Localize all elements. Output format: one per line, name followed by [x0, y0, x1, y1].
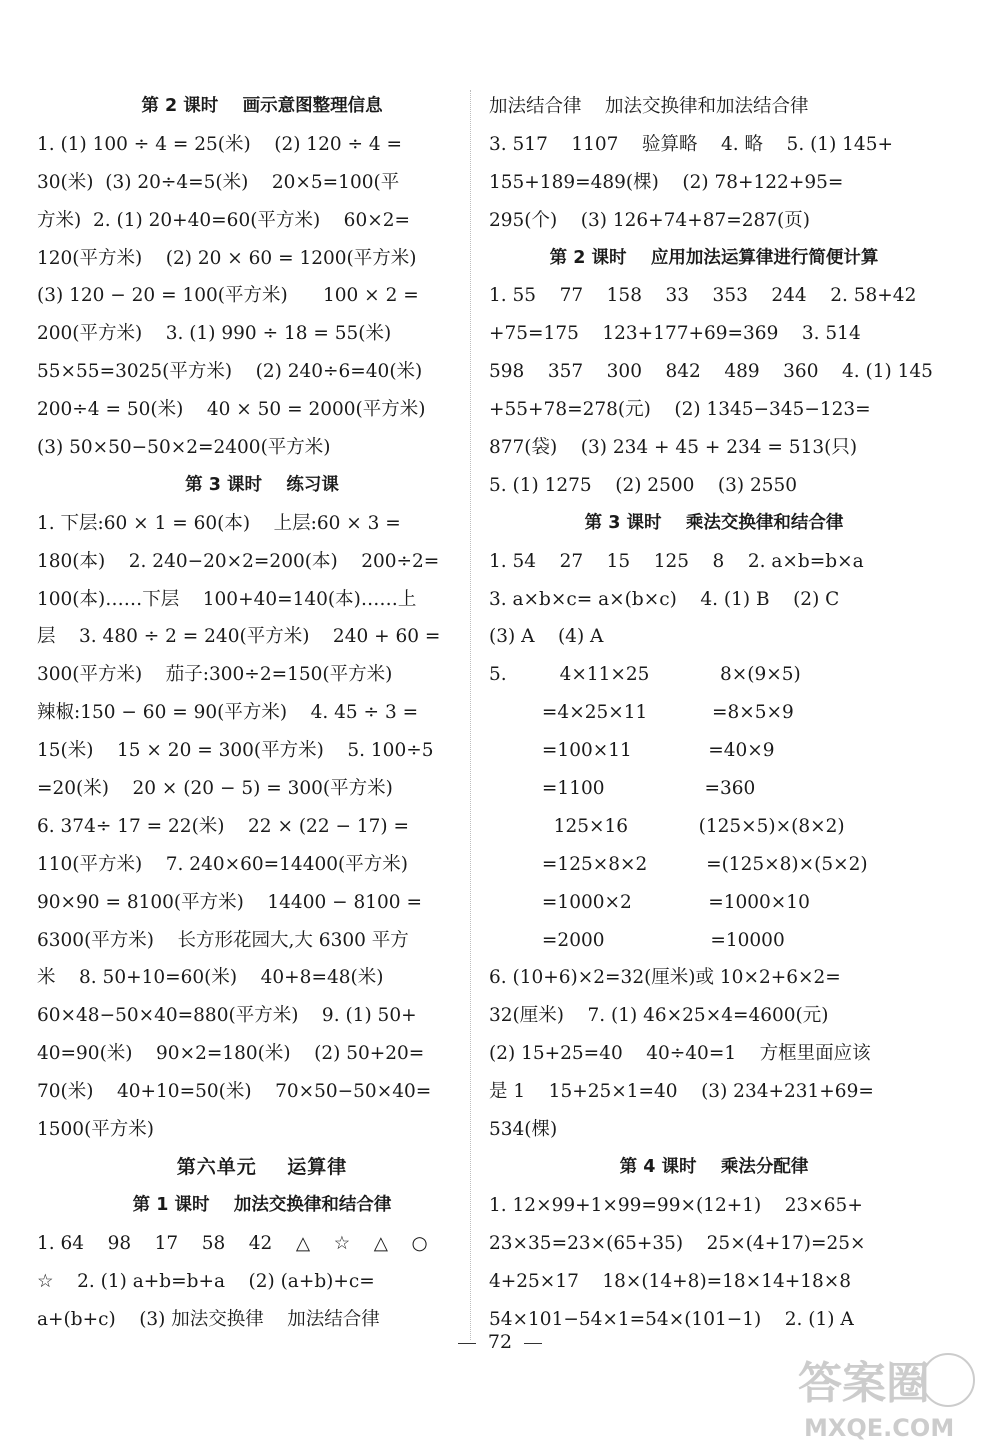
answer-line: 1. 64 98 17 58 42 △ ☆ △ ○ — [37, 1232, 428, 1254]
answer-line: 1. 54 27 15 125 8 2. a×b=b×a — [489, 550, 864, 572]
answer-line: 3. a×b×c= a×(b×c) 4. (1) B (2) C — [489, 588, 840, 610]
watermark-logo — [790, 1340, 990, 1445]
answer-line: 23×35=23×(65+35) 25×(4+17)=25× — [489, 1232, 866, 1254]
answer-line: 200(平方米) 3. (1) 990 ÷ 18 = 55(米) — [37, 323, 392, 345]
answer-line: +55+78=278(元) (2) 1345−345−123= — [489, 399, 871, 421]
answer-line: 1. 55 77 158 33 353 244 2. 58+42 — [489, 285, 917, 307]
answer-line: 1. 12×99+1×99=99×(12+1) 23×65+ — [489, 1194, 863, 1216]
answer-line: 1500(平方米) — [37, 1119, 155, 1141]
answer-line: =4×25×11 =8×5×9 — [489, 702, 794, 724]
answer-line: 3. 517 1107 验算略 4. 略 5. (1) 145+ — [489, 133, 893, 155]
answer-line: a+(b+c) (3) 加法交换律 加法结合律 — [37, 1308, 380, 1330]
answer-line: 300(平方米) 茄子:300÷2=150(平方米) — [37, 664, 393, 686]
footer-dash-left — [458, 1343, 476, 1344]
answer-line: =1100 =360 — [489, 778, 756, 800]
lesson-heading: 第 1 课时 加法交换律和结合律 — [132, 1194, 392, 1215]
answer-line: 层 3. 480 ÷ 2 = 240(平方米) 240 + 60 = — [37, 626, 441, 648]
answer-line: 295(个) (3) 126+74+87=287(页) — [489, 209, 810, 231]
answer-line: 4+25×17 18×(14+8)=18×14+18×8 — [489, 1270, 852, 1292]
answer-line: 70(米) 40+10=50(米) 70×50−50×40= — [37, 1081, 432, 1103]
answer-line: 15(米) 15 × 20 = 300(平方米) 5. 100÷5 — [37, 740, 434, 762]
answer-line: 200÷4 = 50(米) 40 × 50 = 2000(平方米) — [37, 399, 426, 421]
footer-dash-right — [524, 1343, 542, 1344]
answer-line: 120(平方米) (2) 20 × 60 = 1200(平方米) — [37, 247, 417, 269]
lesson-heading: 第 2 课时 应用加法运算律进行简便计算 — [549, 247, 879, 268]
answer-line: 辣椒:150 − 60 = 90(平方米) 4. 45 ÷ 3 = — [37, 702, 419, 724]
answer-line: ☆ 2. (1) a+b=b+a (2) (a+b)+c= — [37, 1270, 375, 1292]
answer-line: 方米) 2. (1) 20+40=60(平方米) 60×2= — [37, 209, 410, 231]
lesson-heading: 第 3 课时 乘法交换律和结合律 — [584, 512, 844, 533]
answer-line: 6. 374÷ 17 = 22(米) 22 × (22 − 17) = — [37, 815, 409, 837]
answer-line: =20(米) 20 × (20 − 5) = 300(平方米) — [37, 778, 393, 800]
answer-line: 加法结合律 加法交换律和加法结合律 — [489, 96, 809, 117]
answer-line: 100(本)……下层 100+40=140(本)……上 — [37, 588, 417, 610]
answer-line: 1. 下层:60 × 1 = 60(本) 上层:60 × 3 = — [37, 512, 401, 534]
answer-line: 125×16 (125×5)×(8×2) — [489, 815, 845, 837]
answer-line: 32(厘米) 7. (1) 46×25×4=4600(元) — [489, 1005, 829, 1027]
answer-line: 6300(平方米) 长方形花园大,大 6300 平方 — [37, 929, 409, 951]
answer-line: 60×48−50×40=880(平方米) 9. (1) 50+ — [37, 1005, 417, 1027]
answer-line: 1. (1) 100 ÷ 4 = 25(米) (2) 120 ÷ 4 = — [37, 133, 403, 155]
lesson-heading: 第 2 课时 画示意图整理信息 — [141, 96, 383, 116]
answer-line: 40=90(米) 90×2=180(米) (2) 50+20= — [37, 1043, 425, 1065]
answer-line: 110(平方米) 7. 240×60=14400(平方米) — [37, 853, 408, 875]
right-column — [489, 88, 939, 1338]
answer-line: =2000 =10000 — [489, 929, 785, 951]
answer-line: 55×55=3025(平方米) (2) 240÷6=40(米) — [37, 361, 423, 383]
answer-line: 90×90 = 8100(平方米) 14400 − 8100 = — [37, 891, 422, 913]
answer-line: 534(棵) — [489, 1119, 558, 1141]
answer-line: 598 357 300 842 489 360 4. (1) 145 — [489, 361, 933, 383]
unit-title: 第六单元 运算律 — [176, 1155, 348, 1178]
answer-line: =125×8×2 =(125×8)×(5×2) — [489, 853, 868, 875]
watermark-text-bottom: MXQE.COM — [804, 1414, 955, 1442]
answer-line: (3) A (4) A — [489, 626, 604, 648]
answer-line: 6. (10+6)×2=32(厘米)或 10×2+6×2= — [489, 967, 841, 989]
lesson-heading: 第 4 课时 乘法分配律 — [619, 1156, 809, 1177]
left-column — [37, 88, 487, 1338]
answer-line: 是 1 15+25×1=40 (3) 234+231+69= — [489, 1081, 874, 1103]
answer-line: =100×11 =40×9 — [489, 740, 775, 762]
answer-line: =1000×2 =1000×10 — [489, 891, 810, 913]
answer-line: 54×101−54×1=54×(101−1) 2. (1) A — [489, 1308, 854, 1330]
answer-line: 877(袋) (3) 234 + 45 + 234 = 513(只) — [489, 437, 858, 459]
lesson-heading: 第 3 课时 练习课 — [185, 474, 339, 495]
answer-line: +75=175 123+177+69=369 3. 514 — [489, 323, 861, 345]
answer-line: 30(米) (3) 20÷4=5(米) 20×5=100(平 — [37, 171, 400, 193]
answer-line: 5. (1) 1275 (2) 2500 (3) 2550 — [489, 474, 798, 496]
answer-line: 米 8. 50+10=60(米) 40+8=48(米) — [37, 967, 384, 989]
answer-line: (3) 50×50−50×2=2400(平方米) — [37, 437, 331, 459]
answer-line: 5. 4×11×25 8×(9×5) — [489, 664, 801, 686]
answer-line: 180(本) 2. 240−20×2=200(本) 200÷2= — [37, 550, 440, 572]
watermark-text-top: 答案圈 — [798, 1358, 930, 1409]
answer-line: (3) 120 − 20 = 100(平方米) 100 × 2 = — [37, 285, 419, 307]
page-number: 72 — [487, 1331, 513, 1353]
answer-line: (2) 15+25=40 40÷40=1 方框里面应该 — [489, 1043, 871, 1065]
answer-line: 155+189=489(棵) (2) 78+122+95= — [489, 171, 844, 193]
